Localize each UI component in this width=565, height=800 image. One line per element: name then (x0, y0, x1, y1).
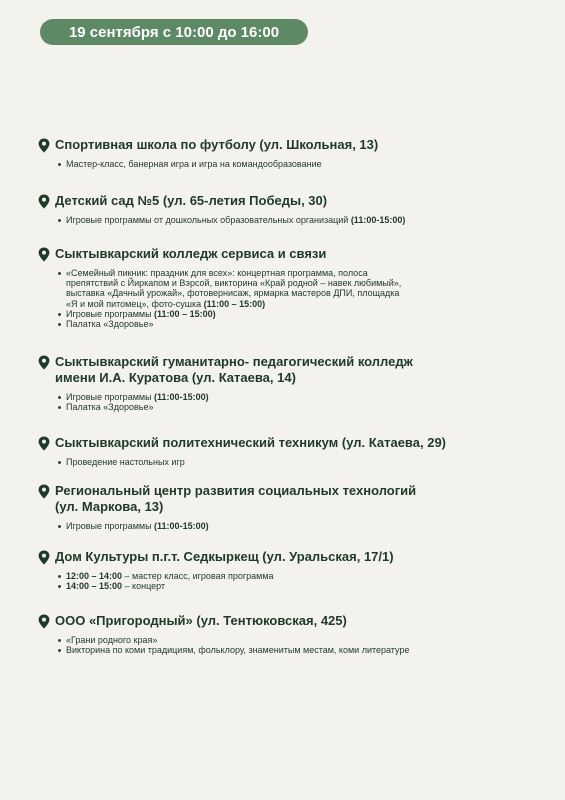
time-label: (11:00-15:00) (154, 392, 209, 402)
venue-title: ООО «Пригородный» (ул. Тентюковская, 425) (55, 613, 347, 628)
time-label: (11:00 – 15:00) (154, 308, 216, 319)
activity-list (57, 635, 528, 655)
venue-title: Дом Культуры п.г.т. Седкыркещ (ул. Уральская, 17/1) (55, 549, 394, 564)
list-item: «Грани родного края» (57, 635, 528, 645)
venue-football-school (38, 137, 528, 169)
venue-prigorodny (38, 613, 528, 655)
venue-pedagogical-college (38, 354, 528, 412)
list-item: Палатка «Здоровье» (57, 319, 528, 329)
list-item: 12:00 – 14:00 – мастер класс, игровая программа (57, 571, 528, 581)
location-pin-icon (38, 484, 50, 499)
venue-title: Сыктывкарский политехнический техникум (ул. Катаева, 29) (55, 435, 446, 450)
location-pin-icon (38, 355, 50, 370)
list-item: «Семейный пикник: праздник для всех»: концертная программа, полоса препятствий с Йиркапом и Вэрсой, викторина «Край родной – навек любимый», выставка «Дачный урожай», фотовернисаж, ярмарка мастеров ДПИ, площадка «Я и мой питомец», фото-сушка (11:00 – 15:00) (57, 268, 528, 309)
venue-title: Спортивная школа по футболу (ул. Школьная, 13) (55, 137, 379, 152)
venue-social-tech-center (38, 483, 528, 531)
activity-list (57, 457, 528, 467)
venue-house-of-culture (38, 549, 528, 591)
location-pin-icon (38, 194, 50, 209)
list-item: Игровые программы от дошкольных образовательных организаций (11:00-15:00) (57, 215, 528, 225)
venue-title: Сыктывкарский колледж сервиса и связи (55, 246, 327, 261)
date-badge (40, 19, 308, 45)
list-item: Игровые программы (11:00-15:00) (57, 521, 528, 531)
activity-list (57, 268, 528, 329)
location-pin-icon (38, 550, 50, 565)
venue-title: Сыктывкарский гуманитарно- педагогический колледж имени И.А. Куратова (ул. Катаева, 14) (55, 354, 413, 385)
location-pin-icon (38, 614, 50, 629)
activity-list (57, 215, 528, 225)
venue-kindergarten-5 (38, 193, 528, 225)
venue-polytechnic (38, 435, 528, 467)
time-label: (11:00 – 15:00) (203, 298, 266, 309)
date-label: 19 сентября с 10:00 до 16:00 (68, 23, 280, 41)
activity-list (57, 159, 528, 169)
time-label: 14:00 – 15:00 (66, 581, 123, 592)
list-item: Мастер-класс, банерная игра и игра на командообразование (57, 159, 528, 169)
list-item: Палатка «Здоровье» (57, 402, 528, 412)
list-item: Игровые программы (11:00 – 15:00) (57, 309, 528, 319)
list-item: Викторина по коми традициям, фольклору, знаменитым местам, коми литературе (57, 645, 528, 655)
time-label: 12:00 – 14:00 (66, 571, 123, 581)
list-item: Проведение настольных игр (57, 457, 528, 467)
venue-service-college (38, 246, 528, 329)
time-label: (11:00-15:00) (154, 521, 209, 531)
activity-list (57, 571, 528, 591)
venue-title: Детский сад №5 (ул. 65-летия Победы, 30) (55, 193, 328, 208)
activity-list (57, 392, 528, 412)
location-pin-icon (38, 436, 50, 451)
list-item: Игровые программы (11:00-15:00) (57, 392, 528, 402)
location-pin-icon (38, 138, 50, 153)
venue-title: Региональный центр развития социальных технологий (ул. Маркова, 13) (55, 483, 417, 514)
activity-list (57, 521, 528, 531)
list-item: 14:00 – 15:00 – концерт (57, 581, 528, 591)
location-pin-icon (38, 247, 50, 262)
time-label: (11:00-15:00) (350, 215, 406, 225)
